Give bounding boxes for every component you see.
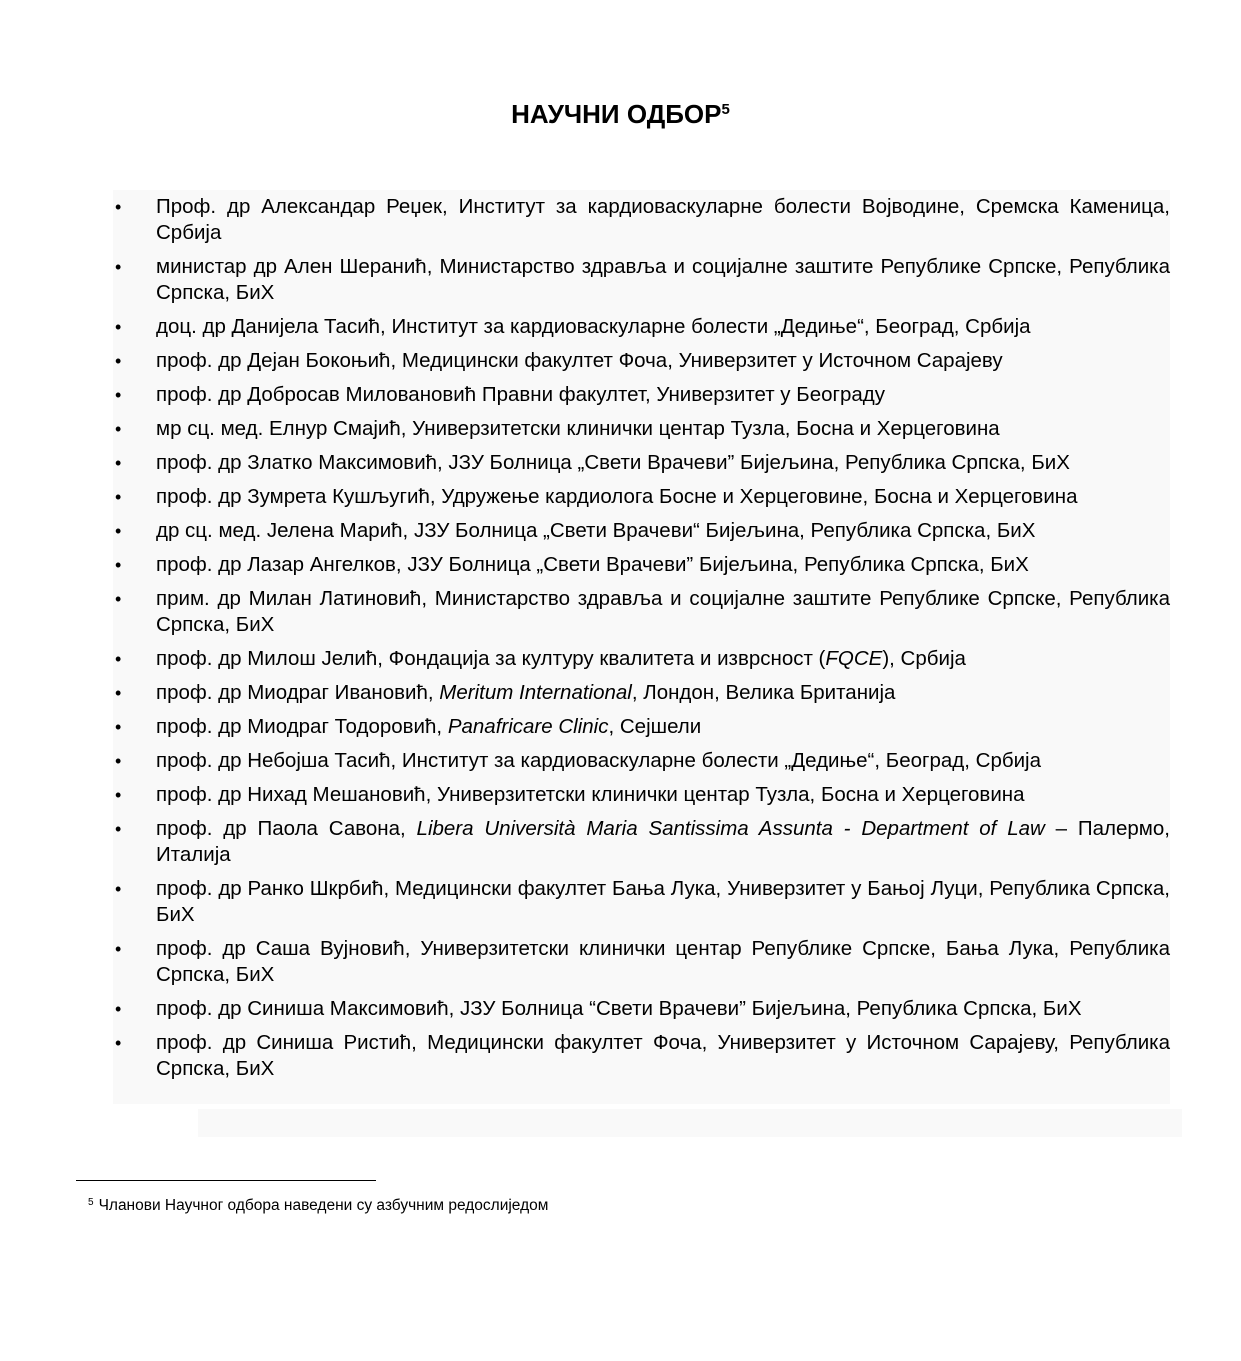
bullet-icon: •: [115, 751, 122, 771]
list-item: [113, 348, 1170, 374]
bullet-icon: •: [115, 385, 122, 405]
member-text-suffix: ), Србија: [882, 647, 966, 670]
member-text: Проф. др Александар Реџек, Институт за кардиоваскуларне болести Војводине, Сремска Каменица, Србија: [156, 195, 1170, 244]
member-text: проф. др Небојша Тасић, Институт за кардиоваскуларне болести „Дедиње“, Београд, Србија: [156, 749, 1042, 772]
list-item: [113, 382, 1170, 408]
bullet-icon: •: [115, 589, 122, 609]
bullet-icon: •: [115, 521, 122, 541]
list-item: [113, 518, 1170, 544]
list-item: [113, 876, 1170, 928]
member-text: проф. др Златко Максимовић, ЈЗУ Болница „Свети Врачеви” Бијељина, Република Српска, БиХ: [156, 451, 1070, 474]
footnote: [88, 1196, 548, 1218]
member-institution-italic: Panafricare Clinic: [447, 715, 609, 738]
list-background-tail: [198, 1109, 1182, 1137]
scientific-board-list: [113, 194, 1170, 1090]
list-item: [113, 680, 1170, 706]
member-text-suffix: , Сејшели: [608, 715, 702, 738]
footnote-mark: 5: [88, 1197, 94, 1208]
list-item: [113, 586, 1170, 638]
list-item: [113, 646, 1170, 672]
member-text: др сц. мед. Јелена Марић, ЈЗУ Болница „Свети Врачеви“ Бијељина, Република Српска, БиХ: [156, 519, 1036, 542]
footnote-reference: 5: [721, 101, 730, 118]
bullet-icon: •: [115, 487, 122, 507]
list-item: [113, 484, 1170, 510]
bullet-icon: •: [115, 1033, 122, 1053]
list-item: [113, 552, 1170, 578]
member-text: проф. др Синиша Максимовић, ЈЗУ Болница “Свети Врачеви” Бијељина, Република Српска, БиХ: [156, 997, 1082, 1020]
list-item: [113, 996, 1170, 1022]
member-text: проф. др Миодраг Тодоровић,: [156, 715, 448, 738]
bullet-icon: •: [115, 683, 122, 703]
list-item: [113, 936, 1170, 988]
member-text: проф. др Миодраг Ивановић,: [156, 681, 440, 704]
footnote-text: Чланови Научног одбора наведени су азбучним редослиједом: [98, 1197, 549, 1214]
page-title: [0, 98, 1241, 135]
bullet-icon: •: [115, 717, 122, 737]
member-text-suffix: – Палермо, Италија: [156, 817, 1170, 866]
bullet-icon: •: [115, 879, 122, 899]
bullet-icon: •: [115, 453, 122, 473]
list-item: [113, 314, 1170, 340]
bullet-icon: •: [115, 785, 122, 805]
member-text-suffix: , Лондон, Велика Британија: [631, 681, 896, 704]
list-item: [113, 416, 1170, 442]
page-title-text: НАУЧНИ ОДБОР: [511, 99, 722, 129]
member-text: проф. др Саша Вујновић, Универзитетски клинички центар Републике Српске, Бања Лука, Република Српска, БиХ: [156, 937, 1170, 986]
list-item: [113, 1030, 1170, 1082]
member-text: проф. др Дејан Бокоњић, Медицински факултет Фоча, Универзитет у Источном Сарајеву: [156, 349, 1003, 372]
bullet-icon: •: [115, 819, 122, 839]
member-text: прим. др Милан Латиновић, Министарство здравља и социјалне заштите Републике Српске, Република Српска, БиХ: [156, 587, 1170, 636]
member-text: проф. др Синиша Ристић, Медицински факултет Фоча, Универзитет у Источном Сарајеву, Република Српска, БиХ: [156, 1031, 1170, 1080]
list-item: [113, 254, 1170, 306]
bullet-icon: •: [115, 555, 122, 575]
list-item: [113, 782, 1170, 808]
bullet-icon: •: [115, 351, 122, 371]
member-text: проф. др Нихад Мешановић, Универзитетски клинички центар Тузла, Босна и Херцеговина: [156, 783, 1025, 806]
member-institution-italic: Meritum International: [439, 681, 632, 704]
member-institution-italic: Libera Università Maria Santissima Assunta - Department of Law: [416, 817, 1045, 840]
list-item: [113, 450, 1170, 476]
bullet-icon: •: [115, 257, 122, 277]
member-text: проф. др Ранко Шкрбић, Медицински факултет Бања Лука, Универзитет у Бањој Луци, Република Српска, БиХ: [156, 877, 1170, 926]
bullet-icon: •: [115, 939, 122, 959]
bullet-icon: •: [115, 197, 122, 217]
bullet-icon: •: [115, 999, 122, 1019]
bullet-icon: •: [115, 317, 122, 337]
member-text: мр сц. мед. Елнур Смајић, Универзитетски клинички центар Тузла, Босна и Херцеговина: [156, 417, 1000, 440]
bullet-icon: •: [115, 649, 122, 669]
member-text: доц. др Данијела Тасић, Институт за кардиоваскуларне болести „Дедиње“, Београд, Србија: [156, 315, 1031, 338]
list-item: [113, 194, 1170, 246]
list-item: [113, 748, 1170, 774]
bullet-icon: •: [115, 419, 122, 439]
member-text: проф. др Лазар Ангелков, ЈЗУ Болница „Свети Врачеви” Бијељина, Република Српска, БиХ: [156, 553, 1029, 576]
member-institution-italic: FQCE: [825, 647, 883, 670]
list-item: [113, 714, 1170, 740]
member-text: проф. др Добросав Миловановић Правни факултет, Универзитет у Београду: [156, 383, 885, 406]
member-text: проф. др Милош Јелић, Фондација за културу квалитета и изврсност (: [156, 647, 826, 670]
footnote-divider: [76, 1180, 376, 1181]
member-text: министар др Ален Шеранић, Министарство здравља и социјалне заштите Републике Српске, Република Српска, БиХ: [156, 255, 1170, 304]
member-text: проф. др Паола Савона,: [156, 817, 417, 840]
member-text: проф. др Зумрета Кушљугић, Удружење кардиолога Босне и Херцеговине, Босна и Херцеговина: [156, 485, 1078, 508]
list-item: [113, 816, 1170, 868]
